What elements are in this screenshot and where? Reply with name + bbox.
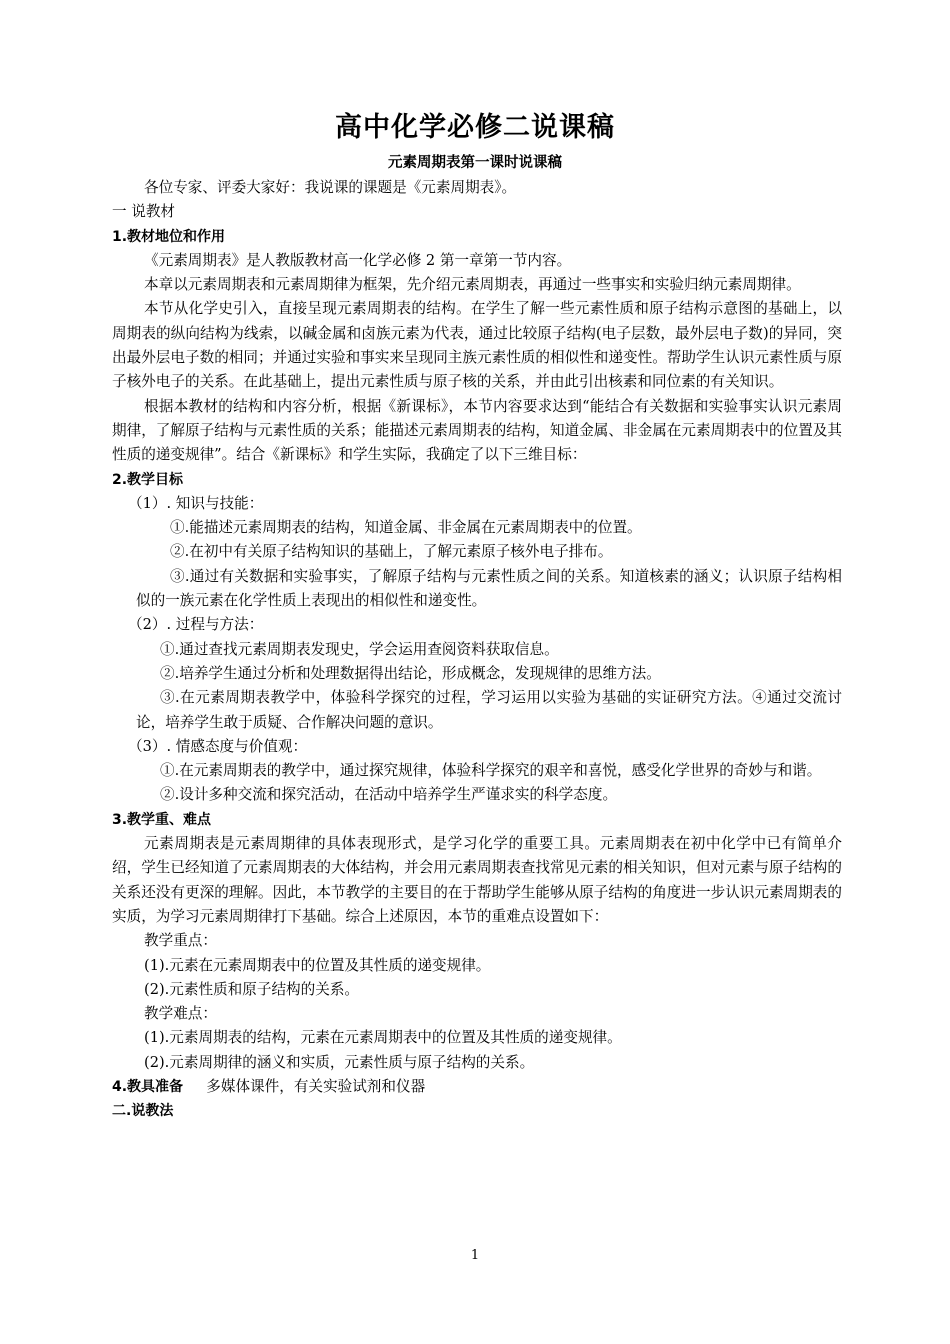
document-body — [112, 176, 842, 1124]
heading-1: 1.教材地位和作用 — [112, 228, 226, 245]
goal-1-title: （1）. 知识与技能： — [128, 494, 264, 512]
paragraph-2: 本章以元素周期表和元素周期律为框架，先介绍元素周期表，再通过一些事实和实验归纳元素周期律。 — [144, 276, 801, 294]
goal-2-item-1: ①.通过查找元素周期表发现史，学会运用查阅资料获取信息。 — [160, 640, 559, 658]
difficult-point-1: (1).元素周期表的结构，元素在元素周期表中的位置及其性质的递变规律。 — [144, 1029, 622, 1047]
paragraph-4: 根据本教材的结构和内容分析，根据《新课标》，本节内容要求达到“能结合有关数据和实验事实认识元素周期律，了解原子结构与元素性质的关系；能描述元素周期表的结构，知道金属、非金属在元素周期表中的位置及其性质的递变规律”。结合《新课标》和学生实际，我确定了以下三维目标： — [112, 397, 842, 464]
goal-1-item-3: ③.通过有关数据和实验事实，了解原子结构与元素性质之间的关系。知道核素的涵义；认识原子结构相似的一族元素在化学性质上表现出的相似性和递变性。 — [136, 567, 842, 610]
goal-2-item-3: ③.在元素周期表教学中，体验科学探究的过程，学习运用以实验为基础的实证研究方法。④通过交流讨论，培养学生敢于质疑、合作解决问题的意识。 — [136, 689, 842, 731]
heading-4 — [112, 1075, 842, 1099]
heading-4-label: 4.教具准备 — [112, 1078, 184, 1095]
paragraph-1: 《元素周期表》是人教版教材高一化学必修 2 第一章第一节内容。 — [144, 251, 572, 269]
paragraph-3: 本节从化学史引入，直接呈现元素周期表的结构。在学生了解一些元素性质和原子结构示意图的基础上，以周期表的纵向结构为线索，以碱金属和卤族元素为代表，通过比较原子结构(电子层数，最外层电子数)的异同，突出最外层电子数的相同；并通过实验和事实来呈现同主族元素性质的相似性和递变性。帮助学生认识元素性质与原子核外电子的关系。在此基础上，提出元素性质与原子核的关系，并由此引出核素和同位素的有关知识。 — [112, 300, 842, 391]
document-subtitle: 元素周期表第一课时说课稿 — [388, 154, 562, 171]
section-heading-1: 一 说教材 — [112, 203, 176, 221]
key-point-1: (1).元素在元素周期表中的位置及其性质的递变规律。 — [144, 956, 491, 974]
page-number: 1 — [470, 1248, 480, 1263]
heading-4-spacer — [183, 1078, 206, 1095]
document-title: 高中化学必修二说课稿 — [335, 112, 615, 143]
goal-1-item-2: ②.在初中有关原子结构知识的基础上，了解元素原子核外电子排布。 — [170, 543, 613, 561]
section-heading-2: 二.说教法 — [112, 1103, 174, 1120]
goal-2-title: （2）. 过程与方法： — [128, 616, 264, 634]
goal-3-item-2: ②.设计多种交流和探究活动，在活动中培养学生严谨求实的科学态度。 — [160, 786, 618, 804]
difficult-point-2: (2).元素周期律的涵义和实质，元素性质与原子结构的关系。 — [144, 1053, 535, 1071]
heading-3: 3.教学重、难点 — [112, 811, 212, 828]
key-point-2: (2).元素性质和原子结构的关系。 — [144, 980, 360, 998]
key-points-title: 教学重点： — [144, 932, 217, 950]
goal-1-item-1: ①.能描述元素周期表的结构，知道金属、非金属在元素周期表中的位置。 — [170, 519, 642, 537]
paragraph-5: 元素周期表是元素周期律的具体表现形式，是学习化学的重要工具。元素周期表在初中化学中已有简单介绍，学生已经知道了元素周期表的大体结构，并会用元素周期表查找常见元素的相关知识，但对元素与原子结构的关系还没有更深的理解。因此，本节教学的主要目的在于帮助学生能够从原子结构的角度进一步认识元素周期表的实质，为学习元素周期律打下基础。综合上述原因，本节的重难点设置如下： — [112, 835, 842, 925]
goal-2-item-2: ②.培养学生通过分析和处理数据得出结论，形成概念，发现规律的思维方法。 — [160, 664, 661, 682]
greeting: 各位专家、评委大家好：我说课的课题是《元素周期表》。 — [144, 179, 517, 196]
heading-2: 2.教学目标 — [112, 471, 184, 488]
goal-3-title: （3）. 情感态度与价值观： — [128, 737, 308, 755]
difficult-points-title: 教学难点： — [144, 1005, 217, 1023]
heading-4-text: 多媒体课件，有关实验试剂和仪器 — [206, 1077, 426, 1095]
goal-3-item-1: ①.在元素周期表的教学中，通过探究规律，体验科学探究的艰辛和喜悦，感受化学世界的奇妙与和谐。 — [160, 762, 822, 780]
